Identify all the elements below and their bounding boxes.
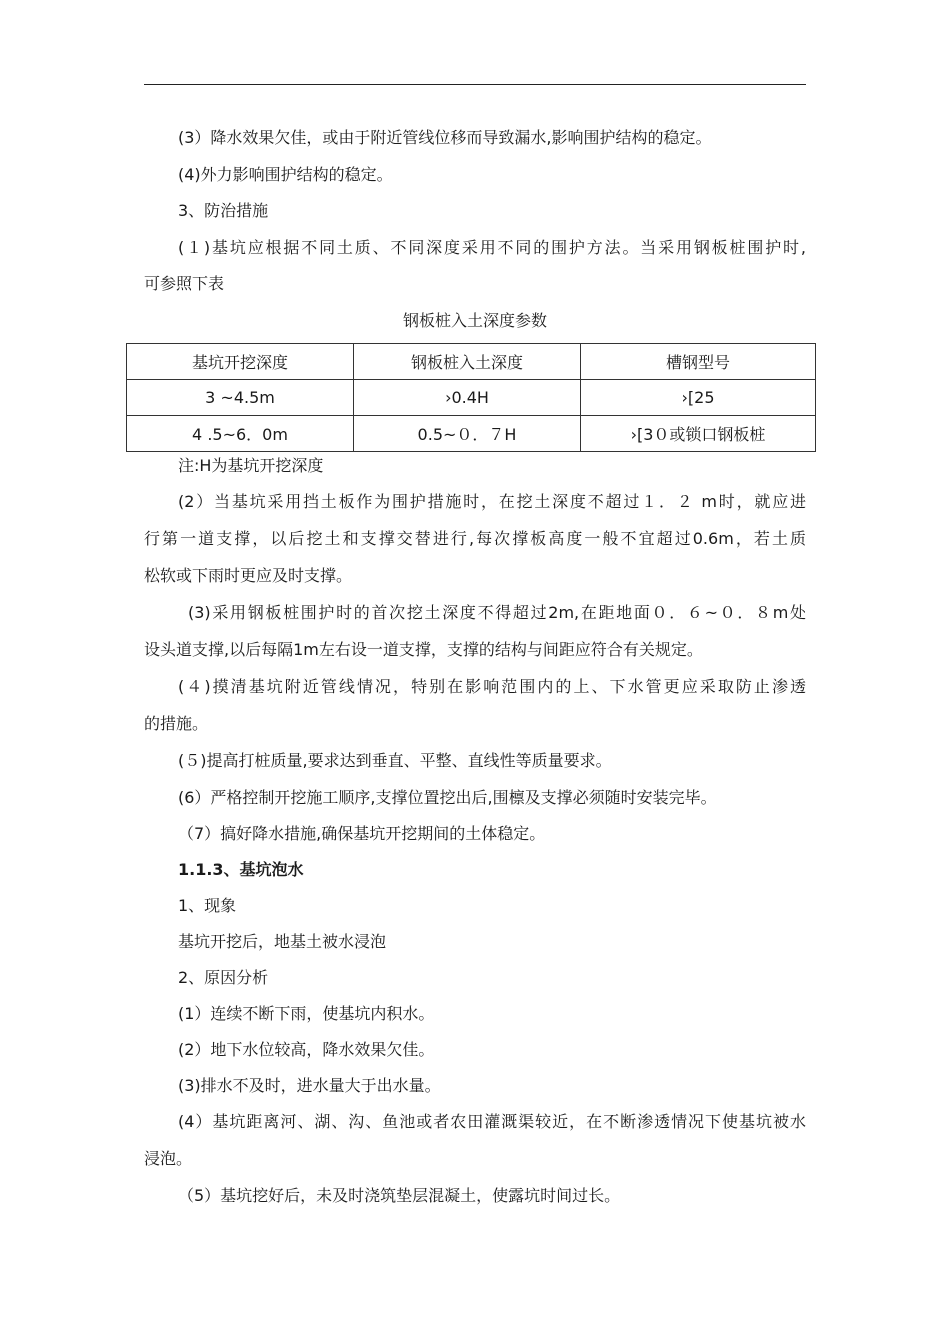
para-measure-2-line1: (2）当基坑采用挡土板作为围护措施时，在挖土深度不超过１．２ m时，就应进: [178, 492, 806, 511]
para-cause-2: (2）地下水位较高，降水效果欠佳。: [178, 1040, 435, 1059]
table-cell: ›0.4H: [354, 380, 581, 416]
section-heading: 1.1.3、基坑泡水: [178, 860, 304, 879]
para-measure-5: (５)提高打桩质量,要求达到垂直、平整、直线性等质量要求。: [178, 751, 612, 770]
para-cause-4b-line2: 浸泡。: [144, 1149, 193, 1168]
subheading-cause-analysis: 2、原因分析: [178, 968, 269, 987]
para-measure-6: (6）严格控制开挖施工顺序,支撑位置挖出后,围檩及支撑必须随时安装完毕。: [178, 788, 717, 807]
table-cell: 3 ~4.5m: [127, 380, 354, 416]
table-cell: ›[25: [581, 380, 816, 416]
heading-prevention: 3、防治措施: [178, 201, 269, 220]
subheading-phenomenon: 1、现象: [178, 896, 237, 915]
para-measure-3-line1: (3)采用钢板桩围护时的首次挖土深度不得超过2m,在距地面０．６~０．８m处: [188, 603, 806, 622]
table-header-cell: 钢板桩入土深度: [354, 344, 581, 380]
steel-sheet-pile-table: [126, 343, 816, 452]
table-row: [127, 416, 816, 452]
table-cell: 4 .5~6．0m: [127, 416, 354, 452]
para-measure-4-line2: 的措施。: [144, 714, 209, 733]
table-header-row: [127, 344, 816, 380]
table-cell: 0.5~０．７H: [354, 416, 581, 452]
table-row: [127, 380, 816, 416]
para-measure-1-line2: 可参照下表: [144, 274, 225, 293]
para-measure-7: （7）搞好降水措施,确保基坑开挖期间的土体稳定。: [178, 824, 546, 843]
para-cause-3: (3）降水效果欠佳，或由于附近管线位移而导致漏水,影响围护结构的稳定。: [178, 128, 712, 147]
table-header-cell: 槽钢型号: [581, 344, 816, 380]
para-cause-1: (1）连续不断下雨，使基坑内积水。: [178, 1004, 435, 1023]
para-phenomenon: 基坑开挖后，地基土被水浸泡: [178, 932, 387, 951]
para-measure-4-line1: (４)摸清基坑附近管线情况，特别在影响范围内的上、下水管更应采取防止渗透: [178, 677, 806, 696]
para-cause-3b: (3)排水不及时，进水量大于出水量。: [178, 1076, 441, 1095]
para-measure-1-line1: (１)基坑应根据不同土质、不同深度采用不同的围护方法。当采用钢板桩围护时,: [178, 238, 806, 257]
header-rule: [144, 84, 806, 85]
para-measure-2-line3: 松软或下雨时更应及时支撑。: [144, 566, 353, 585]
table-caption: 钢板桩入土深度参数: [402, 311, 547, 330]
table-note: 注:H为基坑开挖深度: [178, 456, 324, 475]
para-cause-4b-line1: (4）基坑距离河、湖、沟、鱼池或者农田灌溉渠较近，在不断渗透情况下使基坑被水: [178, 1112, 806, 1131]
para-measure-2-line2: 行第一道支撑，以后挖土和支撑交替进行,每次撑板高度一般不宜超过0.6m，若土质: [144, 529, 806, 548]
table-header-cell: 基坑开挖深度: [127, 344, 354, 380]
para-cause-4: (4)外力影响围护结构的稳定。: [178, 165, 393, 184]
para-measure-3-line2: 设头道支撑,以后每隔1m左右设一道支撑，支撑的结构与间距应符合有关规定。: [144, 640, 703, 659]
table-cell: ›[3０或锁口钢板桩: [581, 416, 816, 452]
para-cause-5: （5）基坑挖好后，未及时浇筑垫层混凝土，使露坑时间过长。: [178, 1186, 621, 1205]
